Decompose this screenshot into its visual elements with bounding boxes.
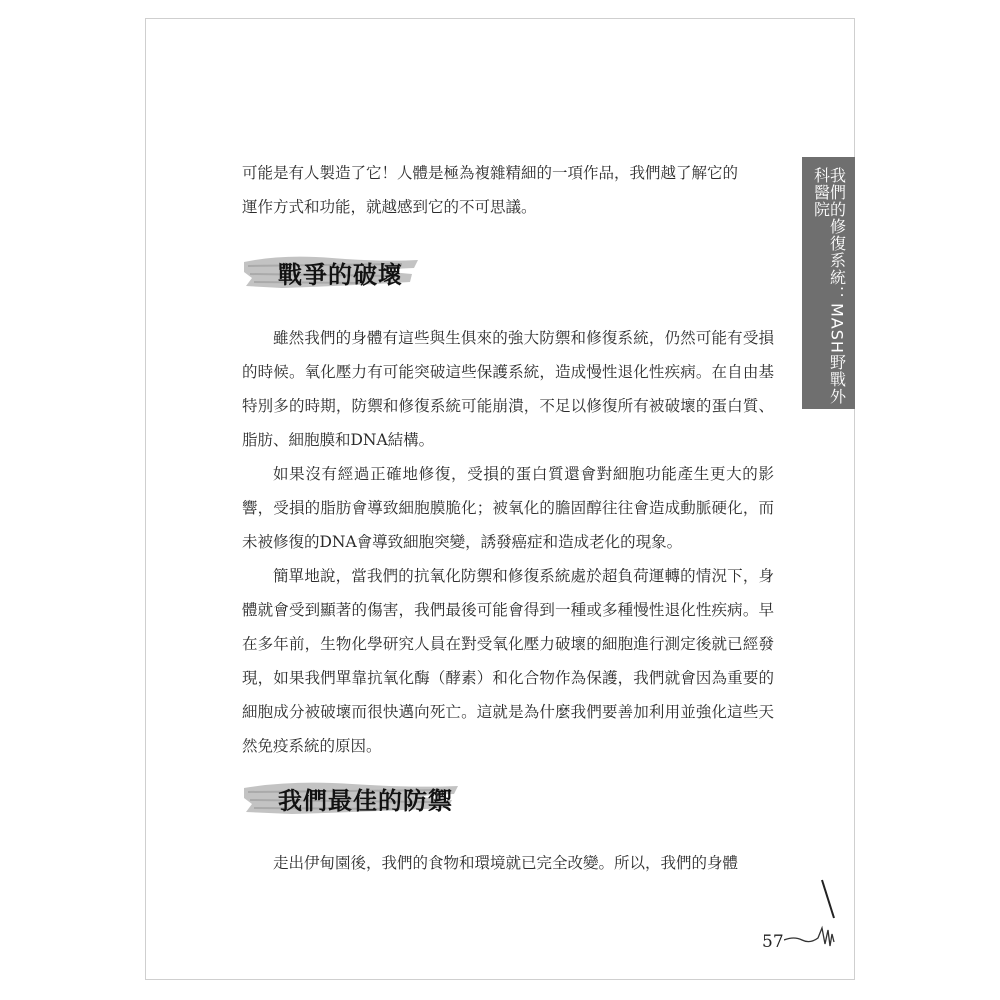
section-heading bbox=[242, 250, 403, 294]
intro-line: 運作方式和功能，就越感到它的不可思議。 bbox=[242, 198, 537, 216]
paragraph: 雖然我們的身體有這些與生俱來的強大防禦和修復系統，仍然可能有受損的時候。氧化壓力有可能突破這些保護系統，造成慢性退化性疾病。在自由基特別多的時期，防禦和修復系統可能崩潰，不足以修復所有被破壞的蛋白質、脂肪、細胞膜和DNA結構。 bbox=[242, 329, 774, 449]
section-body bbox=[242, 321, 774, 763]
paragraph: 走出伊甸園後，我們的食物和環境就已完全改變。所以，我們的身體 bbox=[273, 854, 739, 872]
chapter-title: 我們的修復系統：MASH野戰外科醫院 bbox=[811, 167, 847, 405]
section-title: 我們最佳的防禦 bbox=[278, 786, 453, 815]
section-body bbox=[242, 846, 774, 880]
page-number: 57 bbox=[762, 932, 784, 952]
paragraph: 如果沒有經過正確地修復，受損的蛋白質還會對細胞功能產生更大的影響，受損的脂肪會導致細胞膜脆化；被氧化的膽固醇往往會造成動脈硬化，而未被修復的DNA會導致細胞突變，誘發癌症和造成老化的現象。 bbox=[242, 465, 774, 551]
intro-line: 可能是有人製造了它！人體是極為複雜精細的一項作品，我們越了解它的 bbox=[242, 164, 739, 182]
section-heading bbox=[242, 776, 453, 820]
decorative-squiggle-icon bbox=[784, 878, 844, 958]
chapter-side-tab bbox=[802, 157, 855, 409]
paragraph: 簡單地說，當我們的抗氧化防禦和修復系統處於超負荷運轉的情況下，身體就會受到顯著的傷害，我們最後可能會得到一種或多種慢性退化性疾病。早在多年前，生物化學研究人員在對受氧化壓力破壞的細胞進行測定後就已經發現，如果我們單靠抗氧化酶（酵素）和化合物作為保護，我們就會因為重要的細胞成分被破壞而很快邁向死亡。這就是為什麼我們要善加利用並強化這些天然免疫系統的原因。 bbox=[242, 567, 774, 755]
intro-text bbox=[242, 156, 774, 224]
section-title: 戰爭的破壞 bbox=[278, 260, 403, 289]
